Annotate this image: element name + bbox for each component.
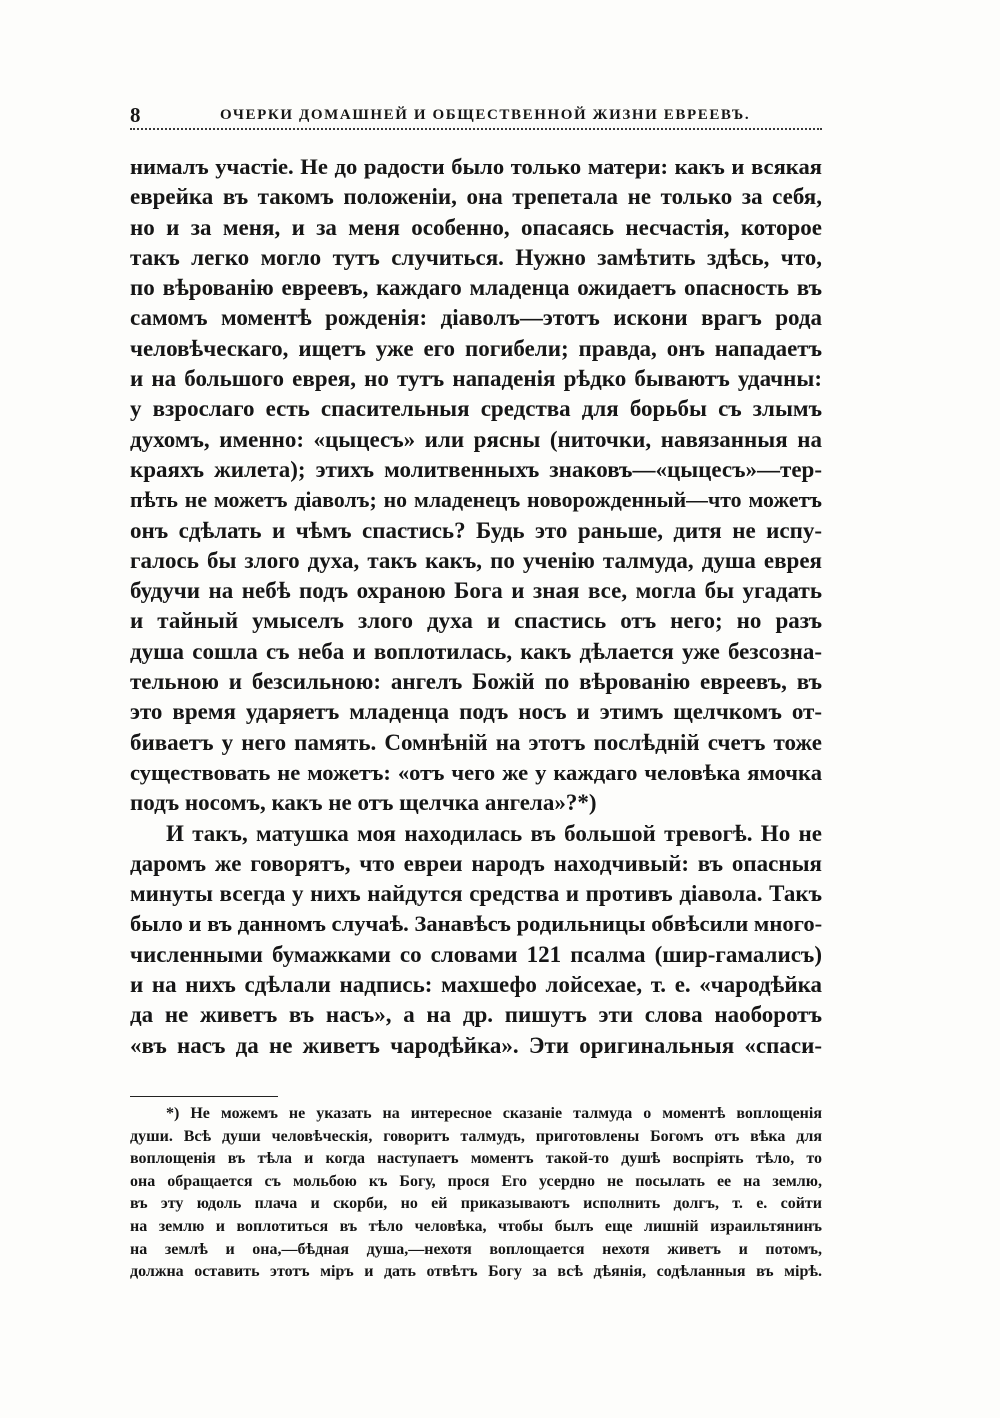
footnote-rule [130, 1096, 278, 1097]
text-line: пѣть не можетъ діаволъ; но младенецъ новорожденный—что можетъ [130, 488, 822, 513]
footnote-line: на землю и воплотиться въ тѣло человѣка, чтобы былъ еще лишній израильтянинъ [130, 1217, 822, 1235]
text-line: и на нихъ сдѣлали надпись: махшефо лойсехае, т. е. «чародѣйка [130, 972, 822, 998]
text-line: по вѣрованію евреевъ, каждаго младенца ожидаетъ опасность въ [130, 275, 822, 301]
text-line: но и за меня, и за меня особенно, опасаясь несчастія, которое [130, 214, 822, 240]
text-line: и тайный умыселъ злого духа и спастись отъ него; но разъ [130, 608, 822, 634]
footnote-line: должна оставить этотъ міръ и дать отвѣтъ Богу за всѣ дѣянія, содѣланныя въ мірѣ. [130, 1263, 822, 1281]
text-line: это время ударяетъ младенца подъ носъ и этимъ щелчкомъ от- [130, 699, 822, 725]
text-line: такъ легко могло тутъ случиться. Нужно замѣтить здѣсь, что, [130, 244, 822, 270]
paragraph-start-line: И такъ, матушка моя находилась въ большой тревогѣ. Но не [166, 820, 822, 846]
text-line: подъ носомъ, какъ не отъ щелчка ангела»?*) [130, 790, 597, 816]
text-line: численными бумажками со словами 121 псалма (шир-гамалисъ) [130, 941, 822, 967]
footnote-line: она обращается съ мольбою къ Богу, прося Его усердно не посылать ее на землю, [130, 1172, 822, 1190]
footnote-line: на землѣ и она,—бѣдная душа,—нехотя воплощается нехотя живетъ и потомъ, [130, 1240, 822, 1258]
text-line: еврейка въ такомъ положеніи, она трепетала не только за себя, [130, 184, 822, 210]
footnote-line: души. Всѣ души человѣческія, говоритъ талмудъ, приготовлены Богомъ отъ вѣка для [130, 1127, 822, 1145]
main-text [130, 152, 822, 1061]
text-line: нималъ участіе. Не до радости было только матери: какъ и всякая [130, 154, 822, 179]
text-line: будучи на небѣ подъ охраною Бога и зная все, могла бы угадать [130, 578, 822, 604]
text-line: биваетъ у него память. Сомнѣній на этотъ послѣдній счетъ тоже [130, 729, 822, 755]
text-line: тельною и безсильною: ангелъ Божій по вѣрованію евреевъ, въ [130, 669, 822, 695]
text-line: даромъ же говорятъ, что евреи народъ находчивый: въ опасныя [130, 850, 822, 876]
text-line: краяхъ жилета); этихъ молитвенныхъ знаковъ—«цыцесъ»—тер- [130, 456, 822, 482]
text-line: духомъ, именно: «цыцесъ» или рясны (ниточки, навязанныя на [130, 426, 822, 452]
text-line: самомъ моментѣ рожденія: діаволъ—этотъ искони врагъ рода [130, 305, 822, 331]
text-line: было и въ данномъ случаѣ. Занавѣсъ родильницы обвѣсили много- [130, 911, 823, 937]
footnote-line: въ эту юдоль плача и скорби, но ей приказываютъ исполнить долгъ, т. е. сойти [130, 1195, 822, 1213]
text-line: и на большого еврея, но тутъ нападенія рѣдко бываютъ удачны: [130, 366, 822, 392]
page-header [130, 103, 822, 127]
header-rule [130, 128, 822, 130]
text-line: галось бы злого духа, такъ какъ, по ученію талмуда, душа еврея [130, 547, 822, 573]
page-number: 8 [130, 103, 141, 127]
text-line: душа сошла съ неба и воплотилась, какъ дѣлается уже безсозна- [130, 638, 822, 664]
footnote-line: *) Не можемъ не указать на интересное сказаніе талмуда о моментѣ воплощенія [166, 1105, 822, 1122]
footnote [130, 1103, 822, 1284]
text-line: существовать не можетъ: «отъ чего же у каждаго человѣка ямочка [130, 759, 822, 785]
footnote-line: воплощенія въ тѣла и когда наступаетъ моментъ такой-то душѣ воспріять тѣло, то [130, 1150, 822, 1168]
text-line: да не живетъ въ насъ», а на др. пишутъ эти слова наоборотъ [130, 1002, 822, 1028]
text-line: «въ насъ да не живетъ чародѣйка». Эти оригинальныя «спаси- [130, 1032, 822, 1058]
text-line: минуты всегда у нихъ найдутся средства и противъ діавола. Такъ [130, 881, 822, 907]
text-line: у взрослаго есть спасительныя средства для борьбы съ злымъ [130, 396, 822, 422]
text-line: человѣческаго, ищетъ уже его погибели; правда, онъ нападаетъ [130, 335, 822, 361]
text-line: онъ сдѣлать и чѣмъ спастись? Будь это раньше, дитя не испу- [130, 517, 822, 543]
running-title: ОЧЕРКИ ДОМАШНЕЙ И ОБЩЕСТВЕННОЙ ЖИЗНИ ЕВРЕЕВЪ. [220, 107, 751, 123]
